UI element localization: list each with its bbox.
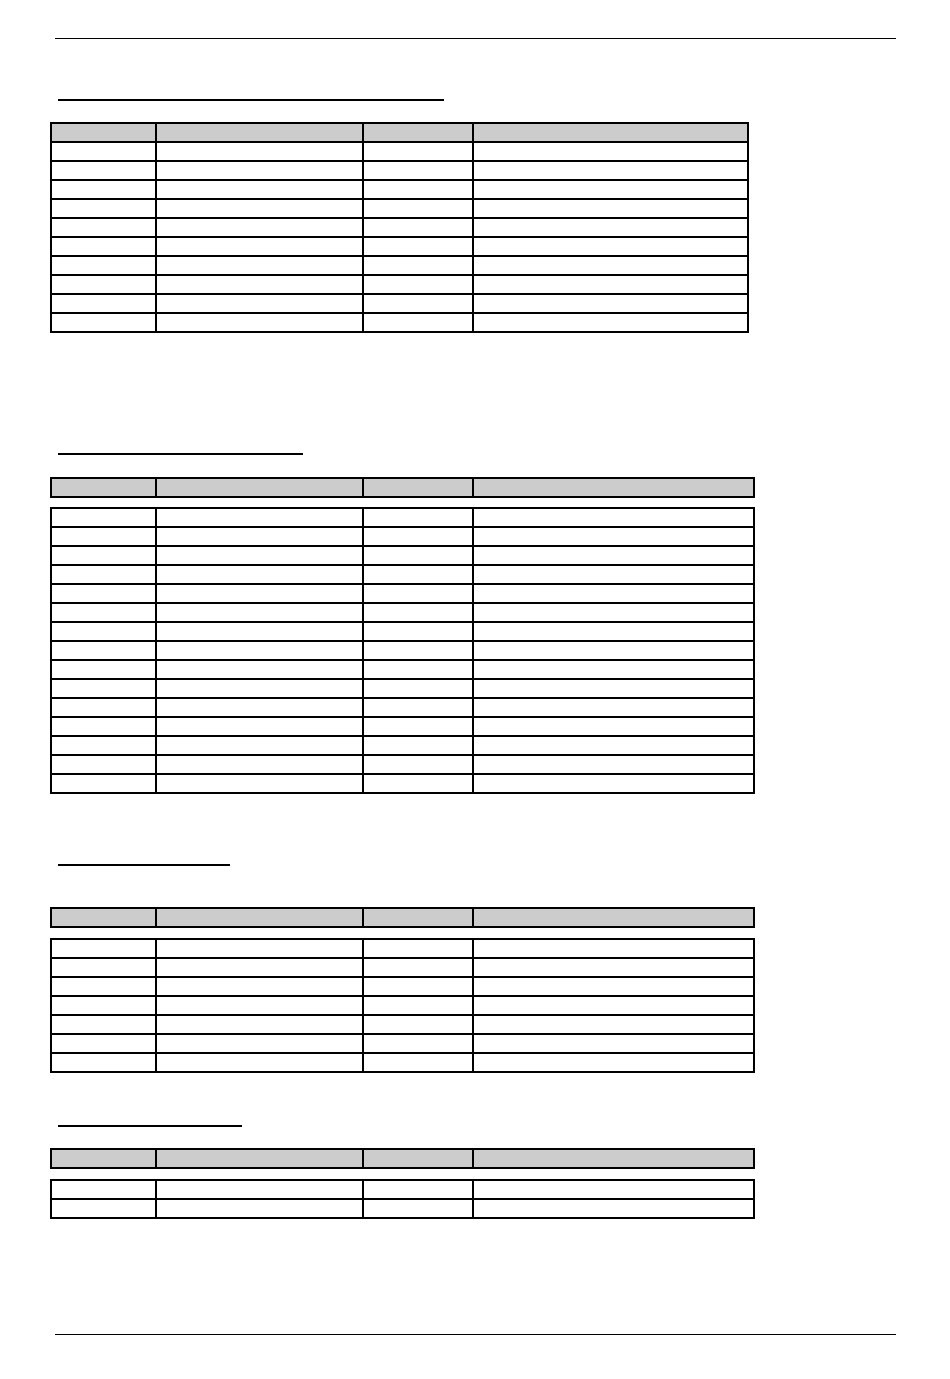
table-row	[51, 199, 748, 218]
table-header-row	[51, 478, 754, 497]
column-header	[363, 1149, 473, 1168]
section-2-table	[50, 507, 755, 794]
table-row	[51, 584, 754, 603]
table-row	[51, 736, 754, 755]
table-row	[51, 294, 748, 313]
table-row	[51, 641, 754, 660]
column-header	[363, 123, 473, 142]
section-1-table	[50, 122, 749, 333]
table-row	[51, 1034, 754, 1053]
column-header	[51, 908, 156, 927]
column-header	[473, 1149, 754, 1168]
table-row	[51, 161, 748, 180]
table-row	[51, 527, 754, 546]
footer-rule	[55, 1334, 896, 1335]
table-row	[51, 237, 748, 256]
table-row	[51, 1180, 754, 1199]
section-4-table	[50, 1179, 755, 1219]
table-row	[51, 996, 754, 1015]
table-row	[51, 256, 748, 275]
table-row	[51, 958, 754, 977]
section-1-title-underline	[58, 99, 444, 101]
section-3-table-header	[50, 907, 755, 928]
column-header	[156, 908, 363, 927]
section-3-table	[50, 938, 755, 1073]
table-header-row	[51, 123, 748, 142]
table-row	[51, 603, 754, 622]
column-header	[363, 908, 473, 927]
table-header-row	[51, 1149, 754, 1168]
column-header	[51, 123, 156, 142]
section-3-title-underline	[58, 864, 230, 866]
table-row	[51, 679, 754, 698]
table-row	[51, 508, 754, 527]
table-row	[51, 1053, 754, 1072]
table-row	[51, 275, 748, 294]
column-header	[473, 478, 754, 497]
table-row	[51, 977, 754, 996]
section-4-table-header	[50, 1148, 755, 1169]
table-row	[51, 1015, 754, 1034]
column-header	[156, 123, 363, 142]
column-header	[156, 1149, 363, 1168]
section-4-title-underline	[58, 1125, 242, 1127]
table-row	[51, 622, 754, 641]
table-row	[51, 717, 754, 736]
table-row	[51, 698, 754, 717]
section-2-title-underline	[58, 453, 303, 455]
header-rule	[55, 38, 896, 39]
table-row	[51, 755, 754, 774]
table-header-row	[51, 908, 754, 927]
table-row	[51, 142, 748, 161]
column-header	[51, 478, 156, 497]
table-row	[51, 546, 754, 565]
column-header	[51, 1149, 156, 1168]
column-header	[473, 908, 754, 927]
column-header	[156, 478, 363, 497]
table-row	[51, 313, 748, 332]
table-row	[51, 1199, 754, 1218]
table-row	[51, 939, 754, 958]
table-row	[51, 180, 748, 199]
table-row	[51, 660, 754, 679]
column-header	[473, 123, 748, 142]
column-header	[363, 478, 473, 497]
table-row	[51, 565, 754, 584]
table-row	[51, 774, 754, 793]
section-2-table-header	[50, 477, 755, 498]
table-row	[51, 218, 748, 237]
